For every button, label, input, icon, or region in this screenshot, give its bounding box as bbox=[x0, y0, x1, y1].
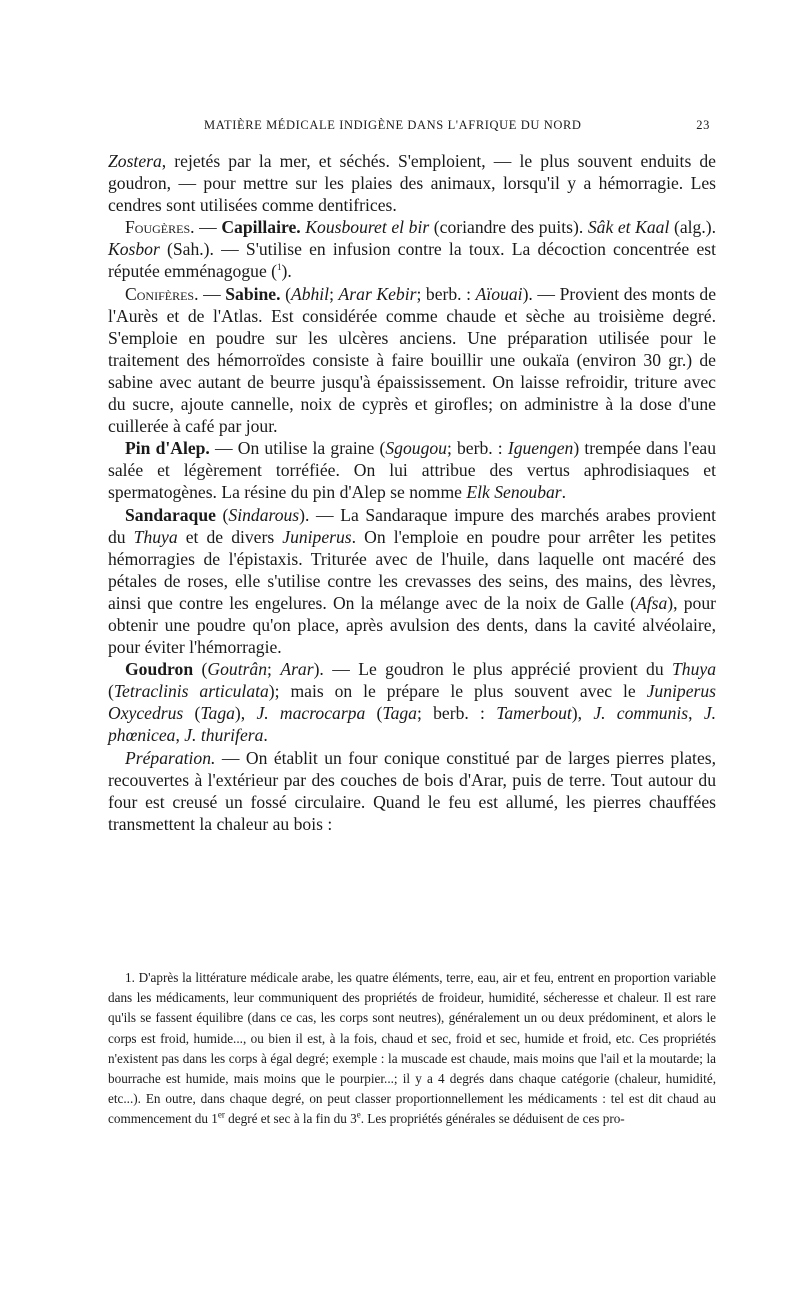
latin-name: J. phœnicea bbox=[108, 703, 717, 746]
paragraph-sandaraque bbox=[108, 504, 716, 659]
text-segment: ) trempée dans l'eau salée et légèrement torréfiée. On lui attribue des vertus aphrodisiaques et spermatogènes. La résine du pin d'Alep se nomme bbox=[108, 438, 717, 503]
vernacular-name: Taga bbox=[382, 703, 417, 724]
running-title: MATIÈRE MÉDICALE INDIGÈNE DANS L'AFRIQUE DU NORD bbox=[204, 118, 582, 132]
latin-name: J. communis bbox=[593, 703, 689, 724]
text-segment: . Les propriétés générales se déduisent de ces pro- bbox=[360, 1111, 625, 1127]
latin-name: Thuya bbox=[133, 526, 178, 547]
footnotes bbox=[108, 968, 716, 1130]
vernacular-name: Kosbor bbox=[108, 239, 160, 260]
family-heading: Fougères. bbox=[125, 217, 195, 238]
vernacular-name: Arar bbox=[280, 659, 314, 680]
text-segment: ( bbox=[183, 703, 201, 724]
section-label: Préparation. bbox=[125, 747, 216, 768]
text-segment: ), bbox=[234, 703, 257, 724]
vernacular-name: Aïouai bbox=[475, 283, 523, 304]
page-number: 23 bbox=[696, 118, 710, 132]
text-segment: et de divers bbox=[177, 526, 283, 547]
text-segment: ; berb. : bbox=[446, 438, 508, 459]
text-segment: ( bbox=[108, 681, 114, 702]
text-segment: ). — La Sandaraque impure des marchés arabes provient du bbox=[108, 504, 717, 547]
text-segment: , rejetés par la mer, et séchés. S'emploient, — le plus souvent enduits de goudron, — pour mettre sur les plaies des animaux, lorsqu'il y a hémorragie. Les cendres sont utilisées comme dentifrices. bbox=[108, 151, 716, 216]
main-text bbox=[108, 150, 716, 835]
vernacular-name: Afsa bbox=[636, 592, 668, 613]
vernacular-name: Tamerbout bbox=[496, 703, 572, 724]
family-heading: Conifères. bbox=[125, 283, 199, 304]
text-segment: . bbox=[561, 482, 567, 503]
plant-heading: Goudron bbox=[125, 659, 194, 680]
text-segment: ( bbox=[215, 504, 229, 525]
text-segment: ; bbox=[267, 659, 281, 680]
vernacular-name: Sindarous bbox=[228, 504, 300, 525]
latin-name: J. macrocarpa bbox=[256, 703, 366, 724]
ordinal-suffix: er bbox=[217, 1110, 225, 1121]
text-segment: ( bbox=[280, 283, 291, 304]
term-zostera: Zostera bbox=[108, 151, 162, 171]
vernacular-name: Iguengen bbox=[507, 438, 574, 459]
vernacular-name: Abhil bbox=[290, 283, 330, 304]
plant-heading: Sabine. bbox=[225, 283, 281, 304]
text-segment: ), bbox=[571, 703, 594, 724]
text-segment: , bbox=[688, 703, 704, 724]
vernacular-name: Sgougou bbox=[385, 438, 447, 459]
vernacular-name: Goutrân bbox=[207, 659, 268, 680]
text-segment: (Sah.). — S'utilise en infusion contre la toux. La décoction concentrée est réputée emménagogue ( bbox=[108, 239, 716, 282]
vernacular-name: Arar Kebir bbox=[338, 283, 417, 304]
plant-heading: Capillaire. bbox=[221, 217, 301, 238]
paragraph-pin-alep bbox=[108, 437, 716, 503]
latin-name: Juniperus Oxycedrus bbox=[108, 681, 716, 724]
text-segment: ); mais on le prépare le plus souvent avec le bbox=[268, 681, 647, 702]
latin-name: Juniperus bbox=[282, 526, 352, 547]
vernacular-name: Sâk et Kaal bbox=[587, 217, 670, 238]
text-segment: (coriandre des puits). bbox=[429, 217, 588, 238]
text-segment: ( bbox=[365, 703, 383, 724]
latin-name: J. thurifera bbox=[184, 725, 264, 746]
plant-heading: Sandaraque bbox=[125, 504, 216, 525]
paragraph-fougeres bbox=[108, 216, 716, 282]
vernacular-name: Kousbouret el bir bbox=[305, 217, 430, 238]
paragraph-zostera bbox=[108, 150, 716, 216]
text-segment: ). bbox=[281, 261, 292, 282]
text-segment: , bbox=[175, 725, 185, 746]
text-segment: ( bbox=[193, 659, 208, 680]
text-segment: — bbox=[194, 217, 222, 238]
text-segment: ; berb. : bbox=[416, 283, 476, 304]
footnote-ref: 1 bbox=[277, 262, 282, 273]
footnote-1 bbox=[108, 968, 716, 1130]
running-header bbox=[108, 118, 716, 138]
text-segment: — On utilise la graine ( bbox=[209, 438, 386, 459]
text-segment: 1. D'après la littérature médicale arabe, les quatre éléments, terre, eau, air et feu, entrent en proportion variable dans les médicaments, leur communiquent des propriétés de froideur, humidité, sécheresse et chaleur. Il est rare qu'ils se fassent équilibre (dans ce cas, les corps sont neutres), généralement un ou deux prédominent, et alors le corps est froid, humide..., ou bien il est, à la fois, chaud et sec, froid et sec, humide et froid, etc. Ces propriétés n'existent pas dans les corps à égal degré; exemple : la muscade est chaude, mais moins que l'ail et la moutarde; la bourrache est humide, mais moins que le pourpier...; il y a 4 degrés dans chaque catégorie (chaleur, humidité, etc...). En outre, dans chaque degré, on peut classer proportionnellement les médicaments : tel est dit chaud au commencement du 1 bbox=[108, 970, 716, 1127]
text-segment: — On établit un four conique constitué par de larges pierres plates, recouvertes à l'extérieur par des couches de bois d'Arar, puis de terre. Tout autour du four est creusé un fossé circulaire. Quand le feu est allumé, les pierres chauffées transmettent la chaleur au bois : bbox=[108, 747, 716, 834]
latin-name: Thuya bbox=[672, 659, 716, 680]
vernacular-name: Taga bbox=[200, 703, 235, 724]
text-segment: ). — Le goudron le plus apprécié provient du bbox=[313, 659, 673, 680]
paragraph-coniferes bbox=[108, 283, 716, 438]
text-segment: (alg.). bbox=[669, 217, 716, 238]
ordinal-suffix: e bbox=[356, 1110, 361, 1121]
plant-heading: Pin d'Alep. bbox=[125, 438, 210, 459]
text-segment: ), pour obtenir une poudre qu'on place, après avulsion des dents, dans la cavité alvéolaire, pour éviter l'hémorragie. bbox=[108, 592, 717, 658]
text-segment: . On l'emploie en poudre pour arrêter les petites hémorragies de l'épistaxis. Triturée avec de l'huile, dans laquelle ont macéré des pétales de roses, elle s'utilise contre les crevasses des seins, des mains, des lèvres, ainsi que contre les engelures. On la mélange avec de la noix de Galle ( bbox=[108, 526, 716, 613]
text-segment: ). — Provient des monts de l'Aurès et de l'Atlas. Est considérée comme chaude et sèche au troisième degré. S'emploie en poudre sur les ulcères anciens. Une préparation utilisée pour le traitement des hémorroïdes consiste à faire bouillir une oukaïa (environ 30 gr.) de sabine avec autant de beurre jusqu'à épaississement. On laisse refroidir, triture avec du sucre, ajoute cannelle, noix de cyprès et girofles; on administre à la dose d'une cuillerée à café par jour. bbox=[108, 283, 717, 437]
text-segment: ; berb. : bbox=[416, 703, 497, 724]
text-segment: — bbox=[198, 283, 226, 304]
text-segment: . bbox=[263, 725, 268, 746]
paragraph-preparation bbox=[108, 747, 716, 835]
paragraph-goudron bbox=[108, 658, 716, 746]
text-segment: ; bbox=[329, 283, 339, 304]
latin-name: Tetraclinis articulata bbox=[113, 681, 269, 702]
text-segment: degré et sec à la fin du 3 bbox=[224, 1111, 357, 1127]
vernacular-name: Elk Senoubar bbox=[466, 482, 562, 503]
